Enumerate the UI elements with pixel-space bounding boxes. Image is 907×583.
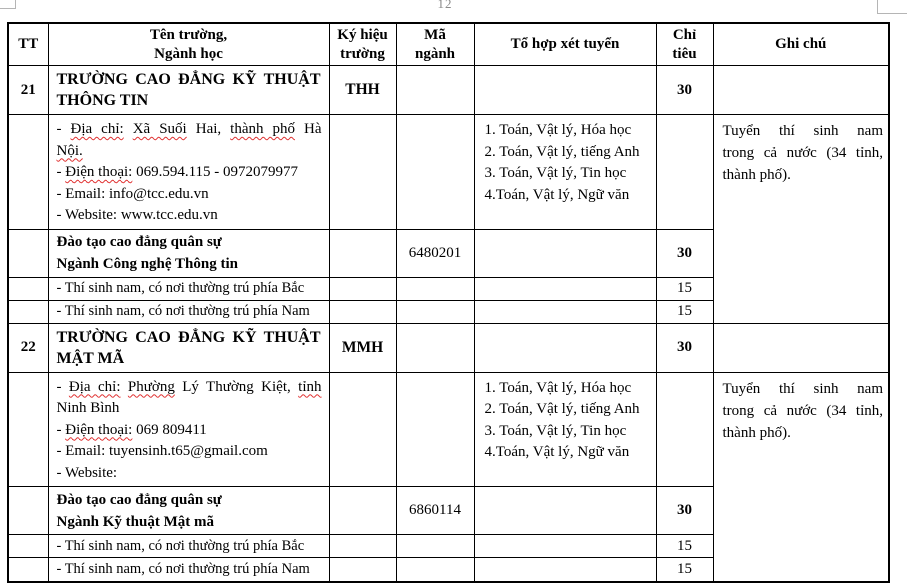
empty-cell: [8, 115, 48, 230]
address-line: - Địa chỉ: Phường Lý Thường Kiệt, tỉnh: [56, 378, 322, 395]
empty-cell: [396, 66, 474, 115]
header-note: Ghi chú: [713, 23, 889, 66]
empty-cell: [329, 535, 396, 558]
empty-cell: [8, 558, 48, 582]
empty-cell: [474, 300, 656, 323]
combo-item: 2. Toán, Vật lý, tiếng Anh: [484, 143, 640, 160]
exam-combos: [474, 372, 656, 487]
empty-cell: [329, 487, 396, 535]
school-name: TRƯỜNG CAO ĐẲNG KỸ THUẬT THÔNG TIN: [48, 66, 329, 115]
empty-cell: [656, 372, 713, 487]
section-number: 22: [8, 323, 48, 372]
empty-cell: [396, 300, 474, 323]
empty-cell: [396, 115, 474, 230]
program-name: Đào tạo cao đẳng quân sự Ngành Kỹ thuật Mật mã: [48, 487, 329, 535]
section-21-info-row: [8, 115, 889, 230]
program-name: Đào tạo cao đẳng quân sự Ngành Công nghệ Thông tin: [48, 229, 329, 277]
header-combo: Tổ hợp xét tuyển: [474, 23, 656, 66]
combo-item: 1. Toán, Vật lý, Hóa học: [484, 379, 632, 396]
combo-item: 3. Toán, Vật lý, Tin học: [484, 422, 627, 439]
school-contact-info: [48, 115, 329, 230]
email-line: - Email: info@tcc.edu.vn: [56, 185, 209, 202]
split-quota: 15: [656, 277, 713, 300]
empty-cell: [474, 66, 656, 115]
header-school-code: Ký hiệu trường: [329, 23, 396, 66]
website-line: - Website:: [56, 464, 118, 481]
exam-combos: [474, 115, 656, 230]
section-number: 21: [8, 66, 48, 115]
phone-line: - Điện thoại: 069.594.115 - 0972079977: [56, 164, 299, 180]
empty-cell: [396, 558, 474, 582]
empty-cell: [713, 323, 889, 372]
address-line: Nội.: [56, 142, 83, 159]
page-number: 12: [437, 0, 453, 11]
empty-cell: [8, 372, 48, 487]
header-tt: TT: [8, 23, 48, 66]
section-note: Tuyển thí sinh nam trong cả nước (34 tỉnh, thành phố).: [713, 372, 889, 582]
school-code: MMH: [329, 323, 396, 372]
empty-cell: [8, 229, 48, 277]
header-quota: Chỉ tiêu: [656, 23, 713, 66]
section-21-title-row: [8, 66, 889, 115]
split-quota: 15: [656, 535, 713, 558]
empty-cell: [396, 323, 474, 372]
school-name: TRƯỜNG CAO ĐẲNG KỸ THUẬT MẬT MÃ: [48, 323, 329, 372]
empty-cell: [474, 535, 656, 558]
section-22-info-row: [8, 372, 889, 487]
school-quota: 30: [656, 323, 713, 372]
empty-cell: [396, 277, 474, 300]
empty-cell: [329, 558, 396, 582]
email-line: - Email: tuyensinh.t65@gmail.com: [56, 443, 268, 459]
empty-cell: [329, 115, 396, 230]
address-line: Ninh Bình: [56, 400, 120, 416]
empty-cell: [329, 300, 396, 323]
website-line: - Website: www.tcc.edu.vn: [56, 207, 218, 223]
header-major-code: Mã ngành: [396, 23, 474, 66]
empty-cell: [329, 229, 396, 277]
phone-line: - Điện thoại: 069 809411: [56, 421, 207, 438]
empty-cell: [329, 277, 396, 300]
empty-cell: [396, 372, 474, 487]
school-code: THH: [329, 66, 396, 115]
empty-cell: [8, 487, 48, 535]
text-boundary-mark-left: [0, 0, 16, 9]
section-note: Tuyển thí sinh nam trong cả nước (34 tỉnh, thành phố).: [713, 115, 889, 324]
address-line: - Địa chỉ: Xã Suối Hai, thành phố Hà: [56, 121, 322, 137]
split-quota: 15: [656, 558, 713, 582]
header-school-name: Tên trường, Ngành học: [48, 23, 329, 66]
combo-item: 4.Toán, Vật lý, Ngữ văn: [484, 444, 630, 460]
quota-split-label: - Thí sinh nam, có nơi thường trú phía Nam: [48, 558, 329, 582]
empty-cell: [474, 558, 656, 582]
quota-split-label: - Thí sinh nam, có nơi thường trú phía Bắc: [48, 277, 329, 300]
school-quota: 30: [656, 66, 713, 115]
admissions-table: [7, 22, 890, 583]
major-code: 6860114: [396, 487, 474, 535]
combo-item: 4.Toán, Vật lý, Ngữ văn: [484, 186, 630, 203]
empty-cell: [8, 277, 48, 300]
school-contact-info: [48, 372, 329, 487]
split-quota: 15: [656, 300, 713, 323]
table-header-row: [8, 23, 889, 66]
quota-split-label: - Thí sinh nam, có nơi thường trú phía Nam: [48, 300, 329, 323]
empty-cell: [474, 229, 656, 277]
combo-item: 2. Toán, Vật lý, tiếng Anh: [484, 401, 640, 417]
section-22-title-row: [8, 323, 889, 372]
empty-cell: [474, 323, 656, 372]
quota-split-label: - Thí sinh nam, có nơi thường trú phía Bắc: [48, 535, 329, 558]
text-boundary-mark-right: [877, 0, 907, 14]
empty-cell: [474, 277, 656, 300]
empty-cell: [8, 535, 48, 558]
empty-cell: [396, 535, 474, 558]
empty-cell: [8, 300, 48, 323]
empty-cell: [329, 372, 396, 487]
program-quota: 30: [656, 487, 713, 535]
combo-item: 3. Toán, Vật lý, Tin học: [484, 165, 627, 181]
combo-item: 1. Toán, Vật lý, Hóa học: [484, 122, 632, 138]
program-quota: 30: [656, 229, 713, 277]
empty-cell: [713, 66, 889, 115]
empty-cell: [474, 487, 656, 535]
empty-cell: [656, 115, 713, 230]
major-code: 6480201: [396, 229, 474, 277]
